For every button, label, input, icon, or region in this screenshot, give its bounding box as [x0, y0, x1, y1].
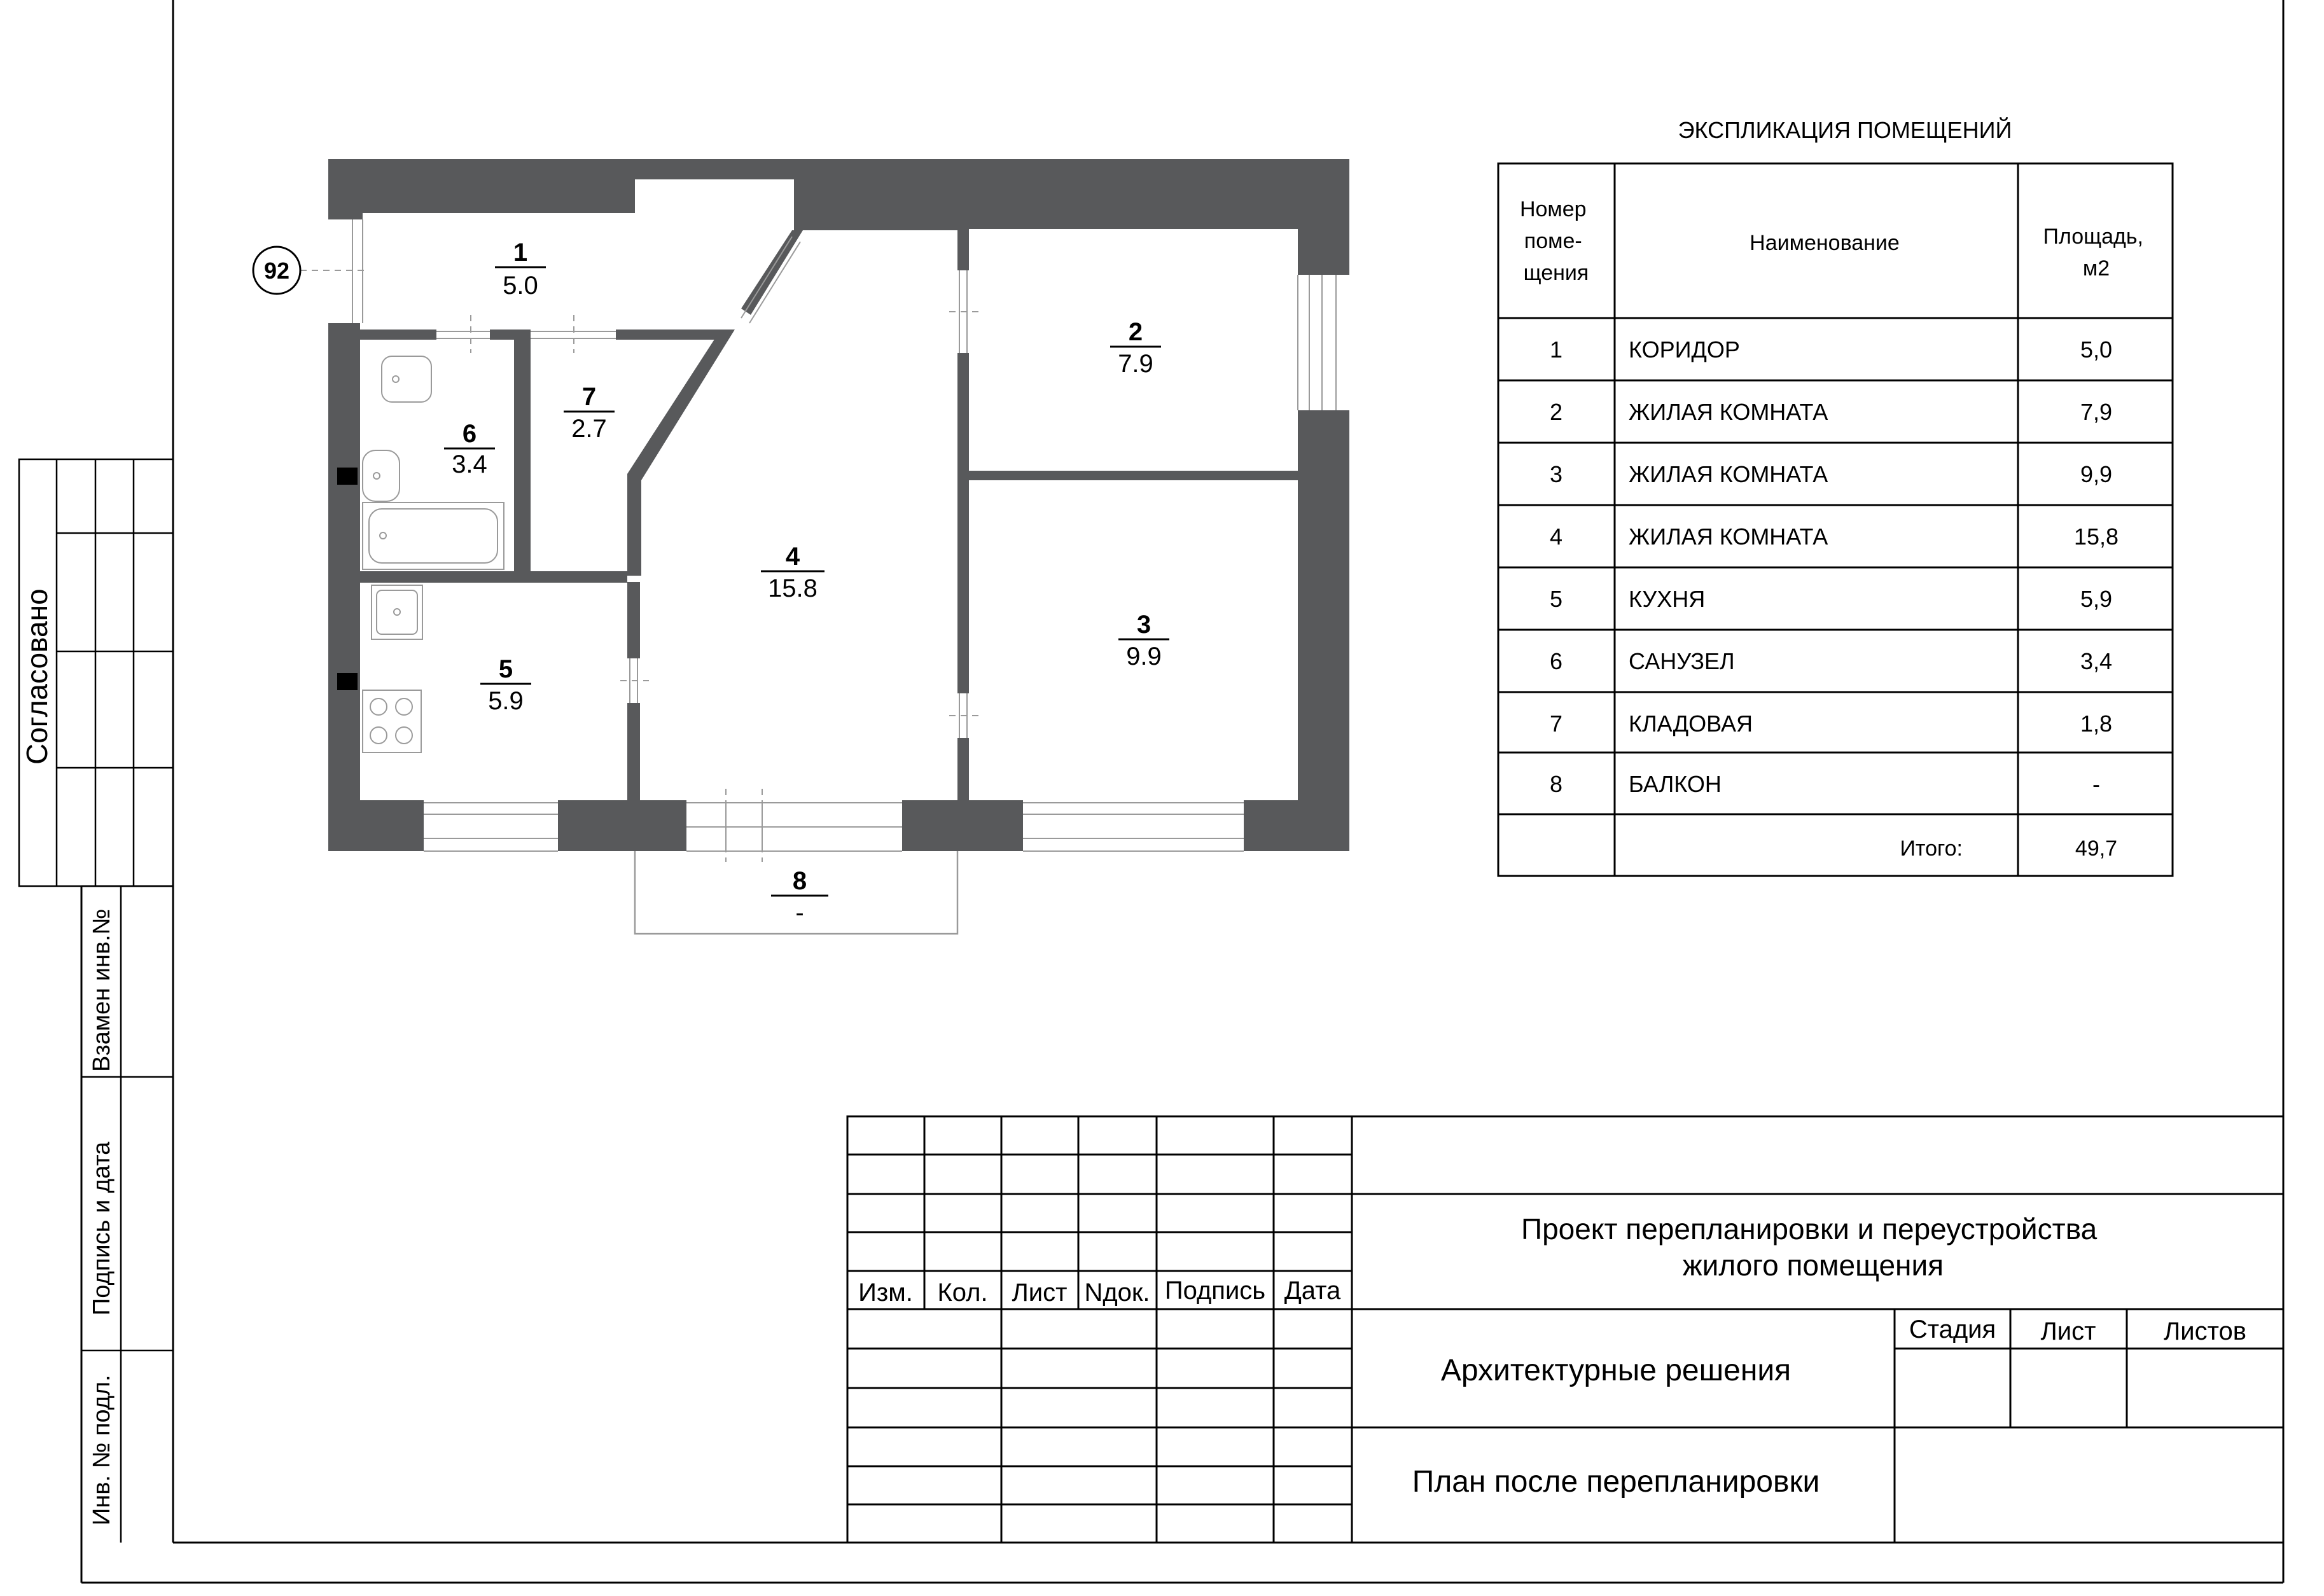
room-area: 9.9	[1126, 642, 1162, 670]
toilet-tank-icon	[382, 356, 431, 402]
axis-marker	[253, 247, 300, 294]
row-name: ЖИЛАЯ КОМНАТА	[1629, 461, 1828, 487]
stamp-replace-inv-text: Взамен инв.№	[88, 908, 115, 1072]
row-name: КЛАДОВАЯ	[1629, 711, 1753, 737]
room-area: 7.9	[1118, 350, 1153, 378]
room-label-5	[480, 655, 531, 715]
room-label-7	[564, 383, 615, 443]
room-number: 8	[792, 867, 807, 895]
stage-label: Стадия	[1909, 1315, 1996, 1343]
row-name: ЖИЛАЯ КОМНАТА	[1629, 524, 1828, 550]
row-number: 3	[1549, 461, 1563, 487]
row-number: 4	[1549, 524, 1563, 550]
row-area: 5,9	[2080, 586, 2113, 612]
stamp-sign-date-text: Подпись и дата	[88, 1141, 115, 1315]
sheet-title: План после перепланировки	[1412, 1465, 1820, 1499]
room-label-3	[1118, 611, 1169, 670]
room-area: 3.4	[452, 450, 487, 478]
col-ndok: Nдок.	[1084, 1279, 1150, 1307]
room-number: 5	[498, 655, 513, 683]
header-name: Наименование	[1750, 231, 1900, 255]
sheet-label: Лист	[2040, 1317, 2096, 1345]
room-number: 7	[581, 383, 597, 411]
row-name: ЖИЛАЯ КОМНАТА	[1629, 399, 1828, 425]
row-area: 15,8	[2073, 524, 2119, 550]
room-area: -	[795, 899, 804, 927]
room-area: 15.8	[768, 574, 818, 602]
room-number: 2	[1128, 318, 1143, 346]
row-number: 1	[1549, 337, 1563, 363]
row-area: 9,9	[2080, 461, 2113, 487]
room-label-8	[771, 867, 828, 927]
stamp-inv-orig-text: Инв. № подл.	[88, 1375, 115, 1525]
row-number: 2	[1549, 399, 1563, 425]
row-area: 1,8	[2080, 711, 2113, 737]
project-title: Проект перепланировки и переустройства жилого помещения	[1521, 1212, 2098, 1282]
exterior-walls	[328, 159, 1349, 851]
header-area: Площадь, м2	[2043, 225, 2143, 281]
floor-plan	[253, 159, 1349, 934]
row-name: КОРИДОР	[1629, 337, 1740, 363]
sink-icon	[363, 450, 400, 501]
col-podpis: Подпись	[1164, 1277, 1266, 1305]
row-name: БАЛКОН	[1629, 771, 1722, 797]
room-number: 4	[785, 543, 800, 571]
row-area: 3,4	[2080, 648, 2113, 674]
title-block	[847, 1116, 2283, 1543]
row-name: КУХНЯ	[1629, 586, 1706, 612]
col-list: Лист	[1012, 1279, 1068, 1307]
room-label-6	[444, 420, 495, 478]
kitchen-sink-icon	[372, 585, 422, 639]
explication-title: ЭКСПЛИКАЦИЯ ПОМЕЩЕНИЙ	[1678, 117, 2012, 143]
row-number: 7	[1549, 711, 1563, 737]
total-label: Итого:	[1900, 836, 1963, 861]
room-area: 2.7	[571, 415, 607, 443]
room-number: 3	[1136, 611, 1152, 639]
row-name: САНУЗЕЛ	[1629, 648, 1735, 674]
kitchen-fixtures	[363, 585, 422, 753]
explication-table	[1498, 116, 2173, 876]
room-number: 6	[462, 420, 477, 448]
row-area: 7,9	[2080, 399, 2113, 425]
col-izm: Изм.	[858, 1279, 913, 1307]
room-area: 5.0	[503, 272, 538, 300]
row-number: 6	[1549, 648, 1563, 674]
sheet-frame	[81, 0, 2283, 1583]
row-number: 5	[1549, 586, 1563, 612]
row-area: 5,0	[2080, 337, 2113, 363]
col-data: Дата	[1284, 1277, 1341, 1305]
sheets-label: Листов	[2164, 1317, 2246, 1345]
openings	[352, 219, 1336, 851]
header-number: Номер поме- щения	[1519, 197, 1589, 285]
room-label-2	[1110, 318, 1161, 378]
section-title: Архитектурные решения	[1440, 1354, 1792, 1387]
bathtub-icon	[363, 503, 504, 569]
row-number: 8	[1549, 771, 1563, 797]
row-area: -	[2092, 771, 2100, 797]
stove-icon	[363, 690, 421, 753]
room-label-4	[761, 543, 825, 602]
stamp-agreed-text: Согласовано	[20, 588, 53, 765]
col-kol: Кол.	[937, 1279, 988, 1307]
axis-marker-label: 92	[263, 258, 290, 284]
room-area: 5.9	[488, 687, 524, 715]
room-label-1	[495, 239, 546, 300]
room-number: 1	[513, 239, 528, 267]
total-value: 49,7	[2075, 836, 2118, 861]
